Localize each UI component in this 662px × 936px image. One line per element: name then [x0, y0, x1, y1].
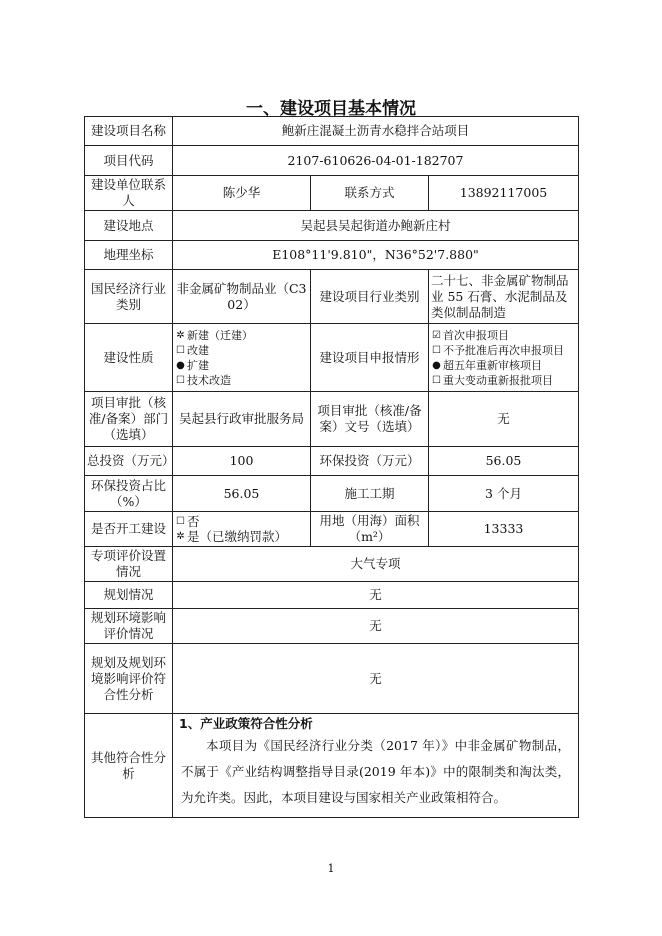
radio-icon: ✲ [176, 531, 185, 542]
option-label: 新建（迁建） [187, 328, 253, 342]
value-planning-env: 无 [173, 609, 579, 644]
row-special-eval [85, 547, 579, 582]
option-label: 改建 [187, 343, 209, 357]
label-special-eval: 专项评价设置情况 [85, 547, 173, 582]
row-approval [85, 392, 579, 447]
label-planning-conform: 规划及规划环境影响评价符合性分析 [85, 644, 173, 714]
checkbox-icon: ☐ [432, 374, 441, 386]
row-nature [85, 324, 579, 392]
label-approval-number: 项目审批（核准/备案）文号（选填） [311, 392, 429, 447]
value-env-investment: 56.05 [429, 447, 579, 476]
label-env-ratio: 环保投资占比（%） [85, 476, 173, 512]
option-label: 首次申报项目 [443, 328, 509, 342]
declare-option-five-year[interactable] [431, 358, 576, 373]
option-label: 否 [187, 514, 200, 529]
declare-option-resubmit[interactable] [431, 343, 576, 358]
label-project-industry: 建设项目行业类别 [311, 270, 429, 324]
value-env-ratio: 56.05 [173, 476, 311, 512]
row-project-name [85, 117, 579, 146]
started-option-no[interactable] [175, 514, 308, 529]
row-planning [85, 582, 579, 609]
nature-option-tech[interactable] [175, 373, 308, 388]
section-heading: 1、产业政策符合性分析 [179, 716, 313, 731]
label-declare: 建设项目申报情形 [311, 324, 429, 392]
row-coordinates [85, 241, 579, 270]
option-label: 不予批准后再次申报项目 [443, 343, 564, 357]
value-phone: 13892117005 [429, 176, 579, 211]
option-label: 重大变动重新报批项目 [443, 373, 553, 387]
option-label: 超五年重新审核项目 [443, 358, 542, 372]
page-title: 一、建设项目基本情况 [246, 99, 416, 119]
row-started [85, 512, 579, 547]
row-other [85, 714, 579, 818]
label-land-area: 用地（用海）面积（m²） [311, 512, 429, 547]
label-project-name: 建设项目名称 [85, 117, 173, 146]
label-started: 是否开工建设 [85, 512, 173, 547]
declare-options [429, 324, 579, 392]
section-paragraph: 本项目为《国民经济行业分类（2017 年）》中非金属矿物制品，不属于《产业结构调整指导目录(2019 年本)》中的限制类和淘汰类，为允许类。因此，本项目建设与国家相关产业政策相符合。 [181, 738, 570, 805]
label-coordinates: 地理坐标 [85, 241, 173, 270]
value-approval-dept: 吴起县行政审批服务局 [173, 392, 311, 447]
value-planning: 无 [173, 582, 579, 609]
declare-option-first[interactable] [431, 328, 576, 343]
value-construction-period: 3 个月 [429, 476, 579, 512]
row-contact [85, 176, 579, 211]
label-construction-period: 施工工期 [311, 476, 429, 512]
label-planning: 规划情况 [85, 582, 173, 609]
label-other: 其他符合性分析 [85, 714, 173, 818]
nature-options [173, 324, 311, 392]
label-project-code: 项目代码 [85, 146, 173, 176]
option-label: 技术改造 [187, 373, 231, 387]
row-industry [85, 270, 579, 324]
row-planning-conform [85, 644, 579, 714]
row-investment [85, 447, 579, 476]
radio-selected-icon: ● [432, 359, 441, 371]
label-env-investment: 环保投资（万元） [311, 447, 429, 476]
row-location [85, 211, 579, 241]
checkbox-icon: ☐ [176, 516, 185, 527]
value-special-eval: 大气专项 [173, 547, 579, 582]
value-project-name: 鲍新庄混凝土沥青水稳拌合站项目 [173, 117, 579, 146]
value-total-investment: 100 [173, 447, 311, 476]
row-env-ratio [85, 476, 579, 512]
started-options [173, 512, 311, 547]
label-phone: 联系方式 [311, 176, 429, 211]
value-planning-conform: 无 [173, 644, 579, 714]
value-approval-number: 无 [429, 392, 579, 447]
label-nature: 建设性质 [85, 324, 173, 392]
declare-option-major-change[interactable] [431, 373, 576, 388]
option-label: 是（已缴纳罚款） [187, 529, 288, 544]
option-label: 扩建 [187, 358, 209, 372]
checkbox-icon: ☐ [176, 344, 185, 356]
value-project-industry: 二十七、非金属矿物制品业 55 石膏、水泥制品及类似制品制造 [429, 270, 579, 324]
started-option-yes[interactable] [175, 529, 308, 544]
nature-option-expand[interactable] [175, 358, 308, 373]
label-location: 建设地点 [85, 211, 173, 241]
row-project-code [85, 146, 579, 176]
radio-icon: ✲ [176, 329, 185, 341]
value-industry: 非金属矿物制品业（C302） [173, 270, 311, 324]
value-project-code: 2107-610626-04-01-182707 [173, 146, 579, 176]
label-planning-env: 规划环境影响评价情况 [85, 609, 173, 644]
page-number: 1 [327, 862, 335, 875]
checkbox-icon: ☐ [432, 344, 441, 356]
label-contact: 建设单位联系人 [85, 176, 173, 211]
nature-option-new[interactable] [175, 328, 308, 343]
checkbox-icon: ☐ [176, 374, 185, 386]
nature-option-rebuild[interactable] [175, 343, 308, 358]
value-contact: 陈少华 [173, 176, 311, 211]
checkbox-checked-icon: ☑ [432, 329, 441, 341]
project-info-table [84, 116, 579, 818]
value-land-area: 13333 [429, 512, 579, 547]
value-location: 吴起县吴起街道办鲍新庄村 [173, 211, 579, 241]
label-industry: 国民经济行业类别 [85, 270, 173, 324]
label-total-investment: 总投资（万元） [85, 447, 173, 476]
other-content [173, 714, 579, 818]
radio-selected-icon: ● [176, 359, 185, 371]
row-planning-env [85, 609, 579, 644]
label-approval-dept: 项目审批（核准/备案）部门（选填） [85, 392, 173, 447]
value-coordinates: E108°11'9.810"，N36°52'7.880" [173, 241, 579, 270]
